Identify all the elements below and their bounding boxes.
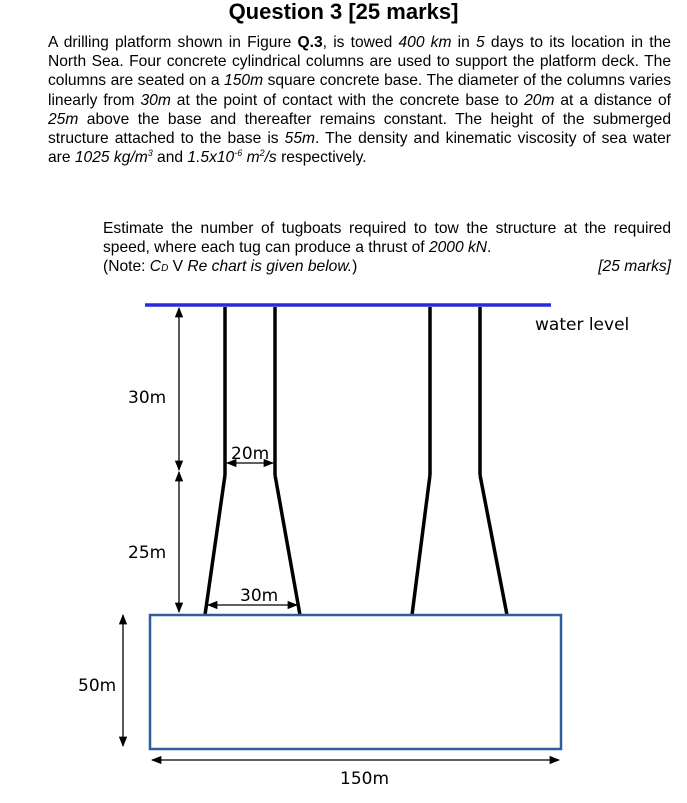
question-title: Question 3 [25 marks] [228,0,459,24]
concrete-base [150,615,561,749]
dim-label-30m-lower: 30m [240,586,279,606]
chart-note: (Note: CD V Re chart is given below.) [25 marks] [103,258,671,275]
dim-label-50m: 50m [78,676,117,696]
dim-label-30m-upper: 30m [128,388,167,408]
dim-label-20m: 20m [231,444,270,464]
dim-label-150m: 150m [340,769,390,789]
right-column [412,307,507,615]
dim-label-25m: 25m [128,543,167,563]
marks-label: [25 marks] [598,258,671,275]
task-statement: Estimate the number of tugboats required to tow the structure at the required speed, where each tug can produce a thrust of 2000 kN. (Note: CD V Re chart is given below.) [25 marks] [103,220,671,275]
figure-reference: Q.3 [297,34,323,51]
problem-paragraph: A drilling platform shown in Figure Q.3, is towed 400 km in 5 days to its location in the North Sea. Four concrete cylindrical columns are used to support the platform deck. The columns are seated on a 150m square concrete base. The diameter of the columns varies linearly from 30m at the point of contact with the concrete base to 20m at a distance of 25m above the base and thereafter remains constant. The height of the submerged structure attached to the base is 55m. The density and kinematic viscosity of sea water are 1025 $kg/m^3$ and $1.5x10^{-6}$ $m^2/s$ respectively. [48,34,671,167]
water-level-label: water level [535,315,630,335]
